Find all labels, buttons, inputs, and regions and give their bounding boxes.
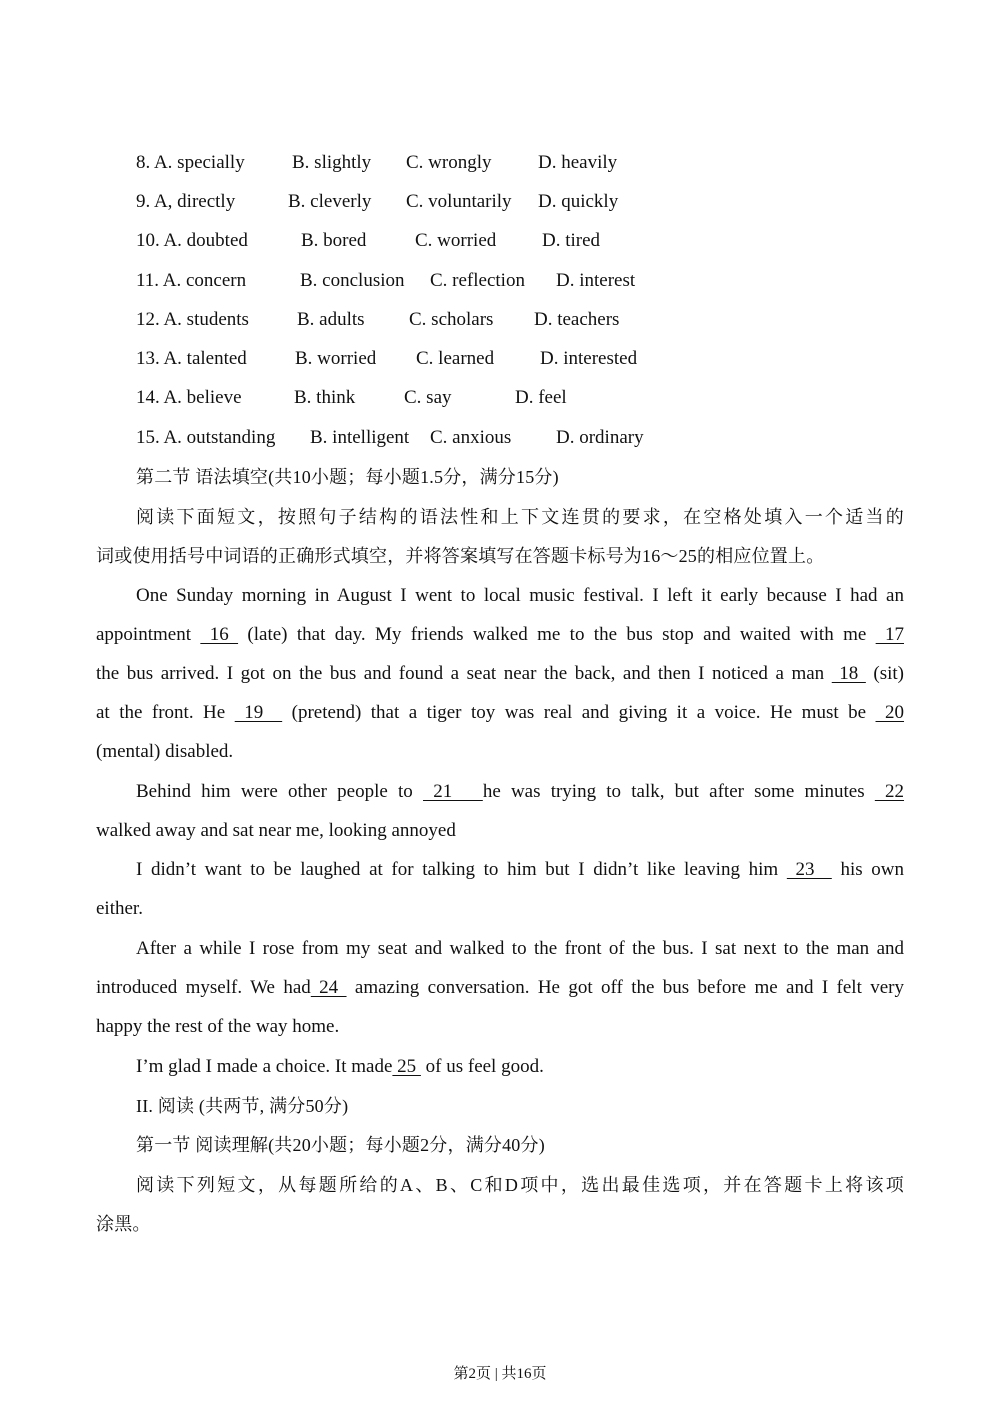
text: of us feel good. [420,1056,544,1077]
text: (sit) [865,663,905,684]
passage-line [136,1052,904,1082]
option-a: 10. A. doubted [136,230,248,251]
page-footer: 第2页 | 共16页 [453,1366,547,1382]
blank-22: 22 [874,781,905,802]
option-b: B. worried [295,348,377,369]
option-b: B. bored [301,230,367,251]
text: appointment [96,624,201,645]
blank-18: 18 [831,663,866,684]
passage-line: One Sunday morning in August I went to local music festival. I left it early because I had an [136,585,904,606]
blank-17: 17 [875,624,904,645]
blank-25: 25 [392,1056,421,1077]
option-d: D. interested [540,348,638,369]
option-a: 9. A, directly [136,191,236,212]
option-b: B. slightly [292,152,372,173]
option-b: B. conclusion [300,270,405,291]
blank-19: 19 [234,702,283,723]
option-a: 14. A. believe [136,387,242,408]
text: Behind him were other people to [136,781,424,802]
option-c: C. scholars [409,309,494,330]
option-c: C. reflection [430,270,525,291]
text: the bus arrived. I got on the bus and found a seat near the back, and then I noticed a man [96,663,832,684]
passage-line: walked away and sat near me, looking annoyed [96,820,456,841]
option-b: B. intelligent [310,427,410,448]
option-c: C. worried [415,230,497,251]
blank-24: 24 [310,977,347,998]
instructions-line-1: 阅读下面短文，按照句子结构的语法性和上下文连贯的要求，在空格处填入一个适当的 [136,507,904,527]
option-d: D. tired [542,230,601,251]
option-c: C. voluntarily [406,191,512,212]
option-d: D. interest [556,270,636,291]
passage-line [136,777,904,807]
option-d: D. feel [515,387,567,408]
option-d: D. ordinary [556,427,644,448]
option-a: 15. A. outstanding [136,427,276,448]
passage-line [96,698,904,728]
option-d: D. quickly [538,191,619,212]
passage-line [96,973,904,1003]
option-c: C. anxious [430,427,512,448]
option-a: 8. A. specially [136,152,245,173]
option-b: B. think [294,387,356,408]
option-a: 12. A. students [136,309,249,330]
blank-16: 16 [200,624,239,645]
section-2-title: 第二节 语法填空(共10小题；每小题1.5分，满分15分) [136,467,559,487]
passage-line: either. [96,898,143,919]
option-c: C. wrongly [406,152,492,173]
passage-line: happy the rest of the way home. [96,1016,340,1037]
instructions-2-line-2: 涂黑。 [96,1214,151,1234]
option-c: C. learned [416,348,495,369]
blank-21: 21 [423,781,483,802]
option-d: D. teachers [534,309,620,330]
section-1-title: 第一节 阅读理解(共20小题；每小题2分，满分40分) [136,1135,545,1155]
passage-line: After a while I rose from my seat and walked to the front of the bus. I sat next to the man and [136,938,904,959]
part-2-title: II. 阅读 (共两节, 满分50分) [136,1096,349,1116]
text: (pretend) that a tiger toy was real and giving it a voice. He must be [282,702,876,723]
option-c: C. say [404,387,452,408]
blank-20: 20 [875,702,905,723]
text: at the front. He [96,702,235,723]
text: introduced myself. We had [96,977,311,998]
passage-line [96,620,904,650]
text: (late) that day. My friends walked me to the bus stop and waited with me [238,624,876,645]
option-b: B. adults [297,309,365,330]
text: his own [831,859,904,880]
passage-line [136,855,904,885]
instructions-line-2: 词或使用括号中词语的正确形式填空，并将答案填写在答题卡标号为16～25的相应位置上。 [96,546,825,566]
option-b: B. cleverly [288,191,372,212]
passage-line [96,659,904,689]
text: I’m glad I made a choice. It made [136,1056,393,1077]
option-d: D. heavily [538,152,618,173]
text: he was trying to talk, but after some minutes [482,781,875,802]
blank-23: 23 [786,859,832,880]
text: amazing conversation. He got off the bus before me and I felt very [346,977,905,998]
instructions-2-line-1: 阅读下列短文，从每题所给的A、B、C和D项中，选出最佳选项，并在答题卡上将该项 [136,1175,904,1195]
option-a: 13. A. talented [136,348,247,369]
passage-line: (mental) disabled. [96,741,234,762]
option-a: 11. A. concern [136,270,247,291]
text: I didn’t want to be laughed at for talking to him but I didn’t like leaving him [136,859,787,880]
